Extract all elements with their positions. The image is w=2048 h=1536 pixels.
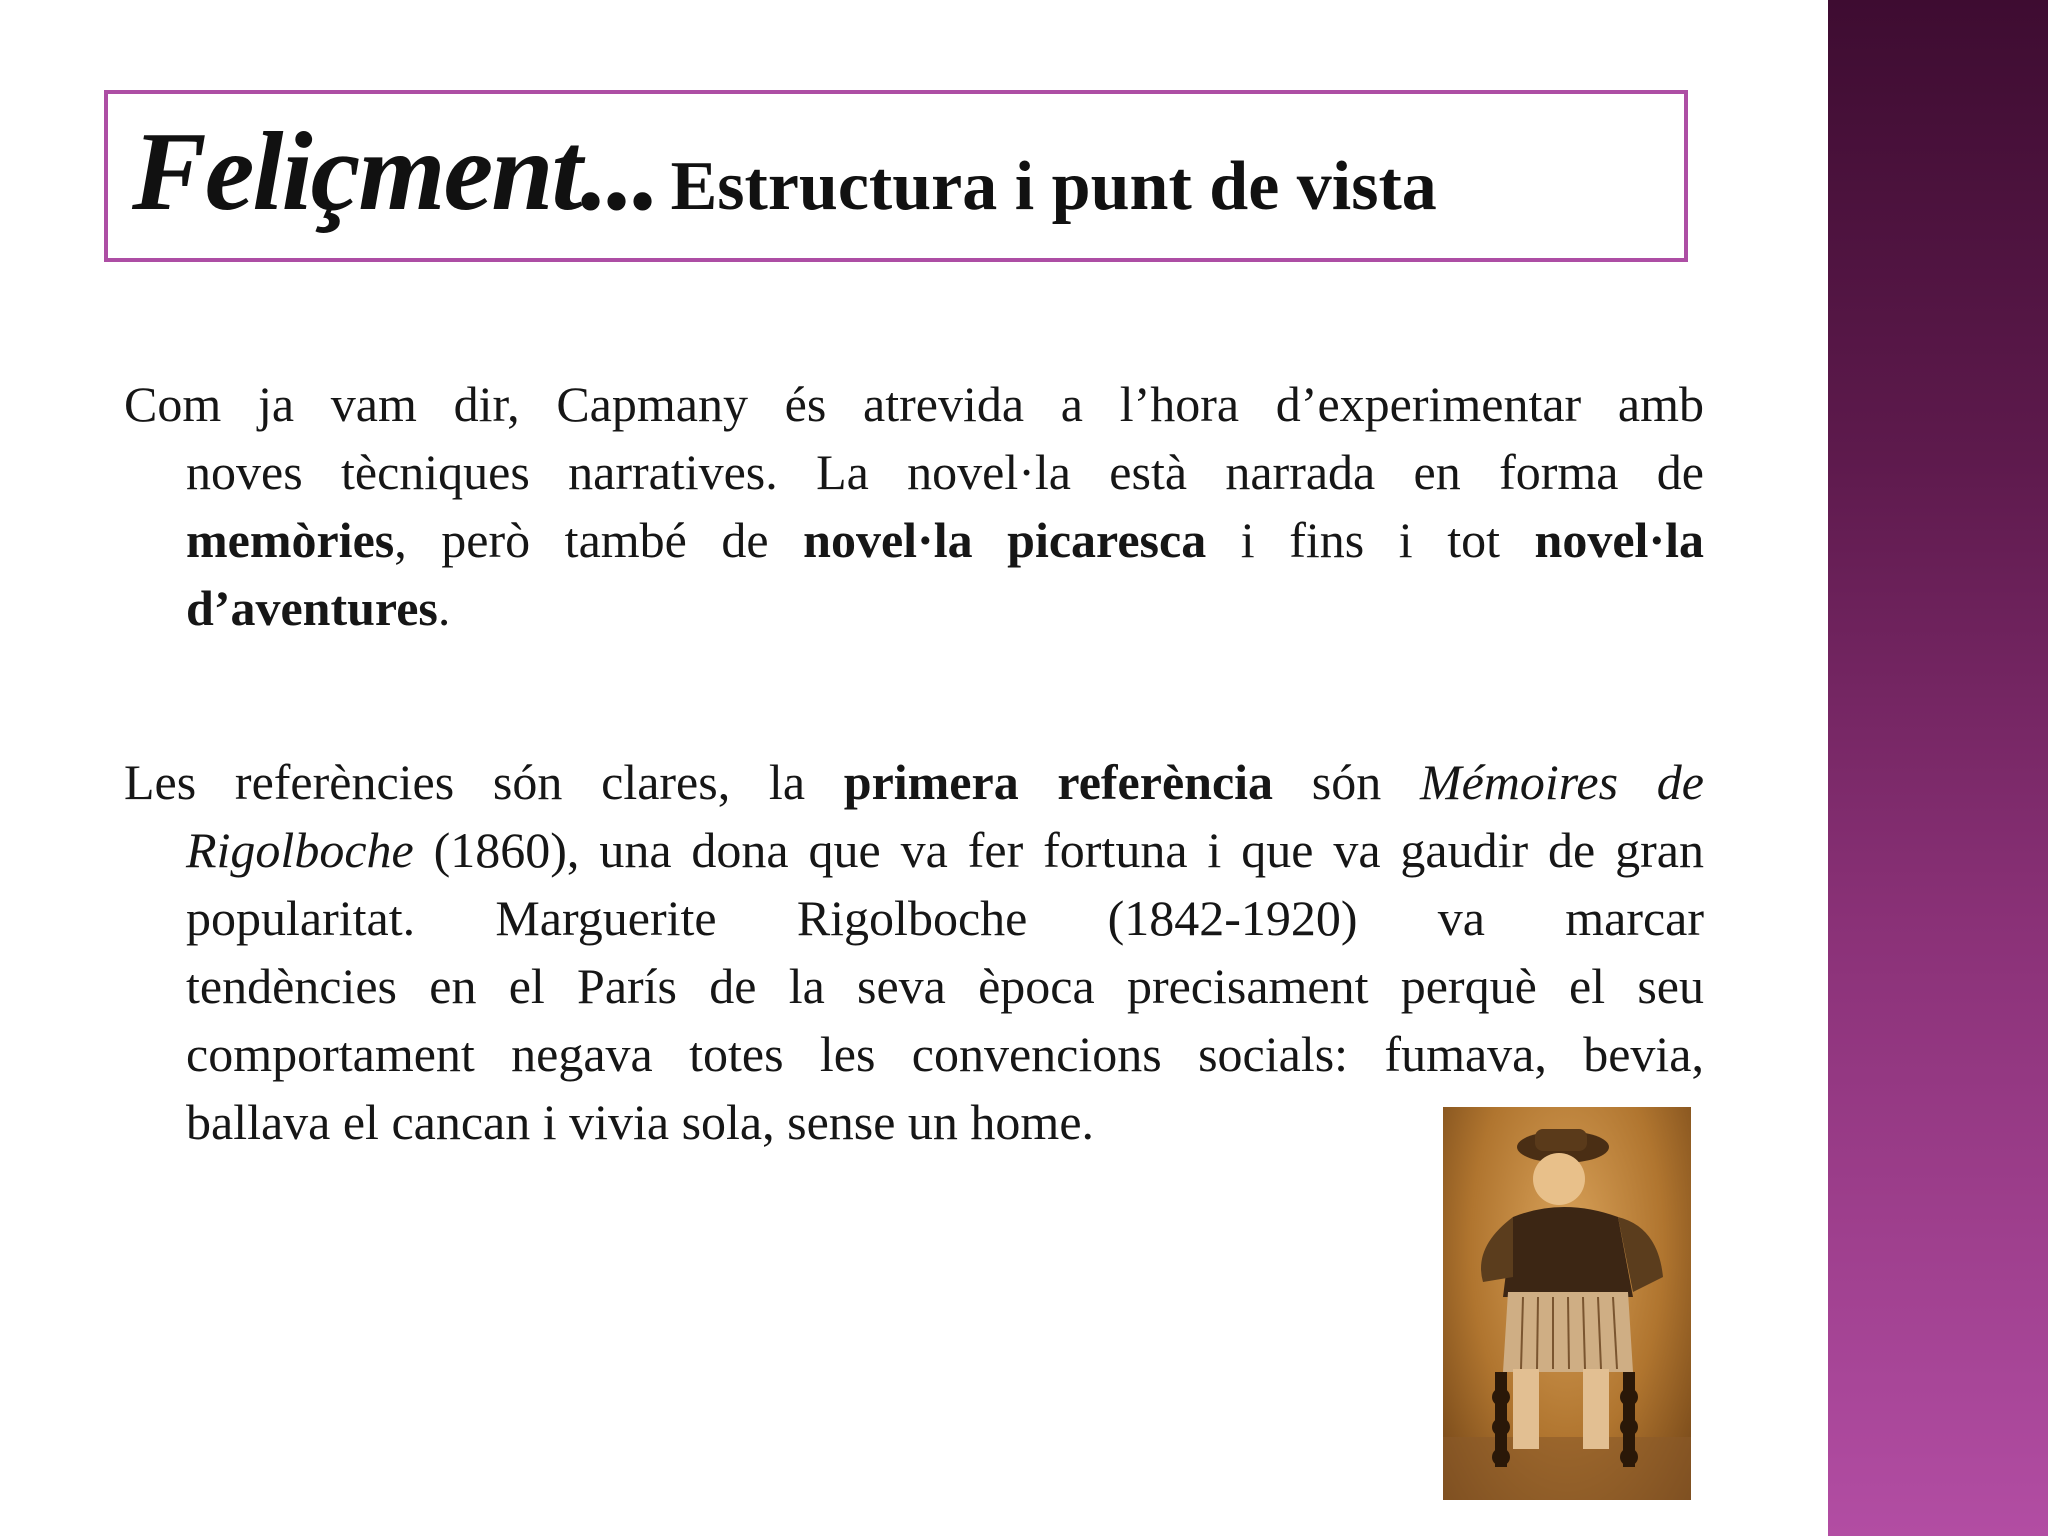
paragraph-2: [124, 748, 1704, 1156]
para2-line: Les referències són clares, la primera referència són Mémoires de: [124, 754, 1704, 810]
rigolboche-photo: [1443, 1107, 1691, 1500]
sepia-portrait-illustration: [1443, 1107, 1691, 1500]
bold-term: memòries: [186, 512, 395, 568]
para1-line: memòries, però també de novel·la picaresca i fins i tot novel·la: [186, 512, 1705, 568]
title-main: Feliçment...: [132, 110, 659, 234]
para2-line: tendències en el París de la seva època precisament perquè el seu: [186, 958, 1704, 1014]
italic-title: Rigolboche: [186, 822, 414, 878]
para2-line: popularitat. Marguerite Rigolboche (1842-1920) va marcar: [186, 890, 1704, 946]
para2-line: ballava el cancan i vivia sola, sense un home.: [186, 1094, 1095, 1150]
bold-term: primera referència: [843, 754, 1274, 810]
bold-term: novel·la picaresca: [803, 512, 1207, 568]
page-title: [132, 108, 1437, 237]
bold-term: d’aventures: [186, 580, 438, 636]
para1-line: d’aventures.: [186, 580, 451, 636]
bold-term: novel·la: [1534, 512, 1705, 568]
para2-line: comportament negava totes les convencions socials: fumava, bevia,: [186, 1026, 1704, 1082]
para1-line: Com ja vam dir, Capmany és atrevida a l’hora d’experimentar amb: [124, 376, 1704, 432]
title-box: [104, 90, 1688, 262]
paragraph-1: [124, 370, 1704, 642]
italic-title: Mémoires de: [1419, 754, 1704, 810]
decorative-side-band: [1828, 0, 2048, 1536]
para2-line: Rigolboche (1860), una dona que va fer fortuna i que va gaudir de gran: [186, 822, 1704, 878]
title-subtitle: Estructura i punt de vista: [670, 148, 1437, 225]
para1-line: noves tècniques narratives. La novel·la està narrada en forma de: [186, 444, 1704, 500]
